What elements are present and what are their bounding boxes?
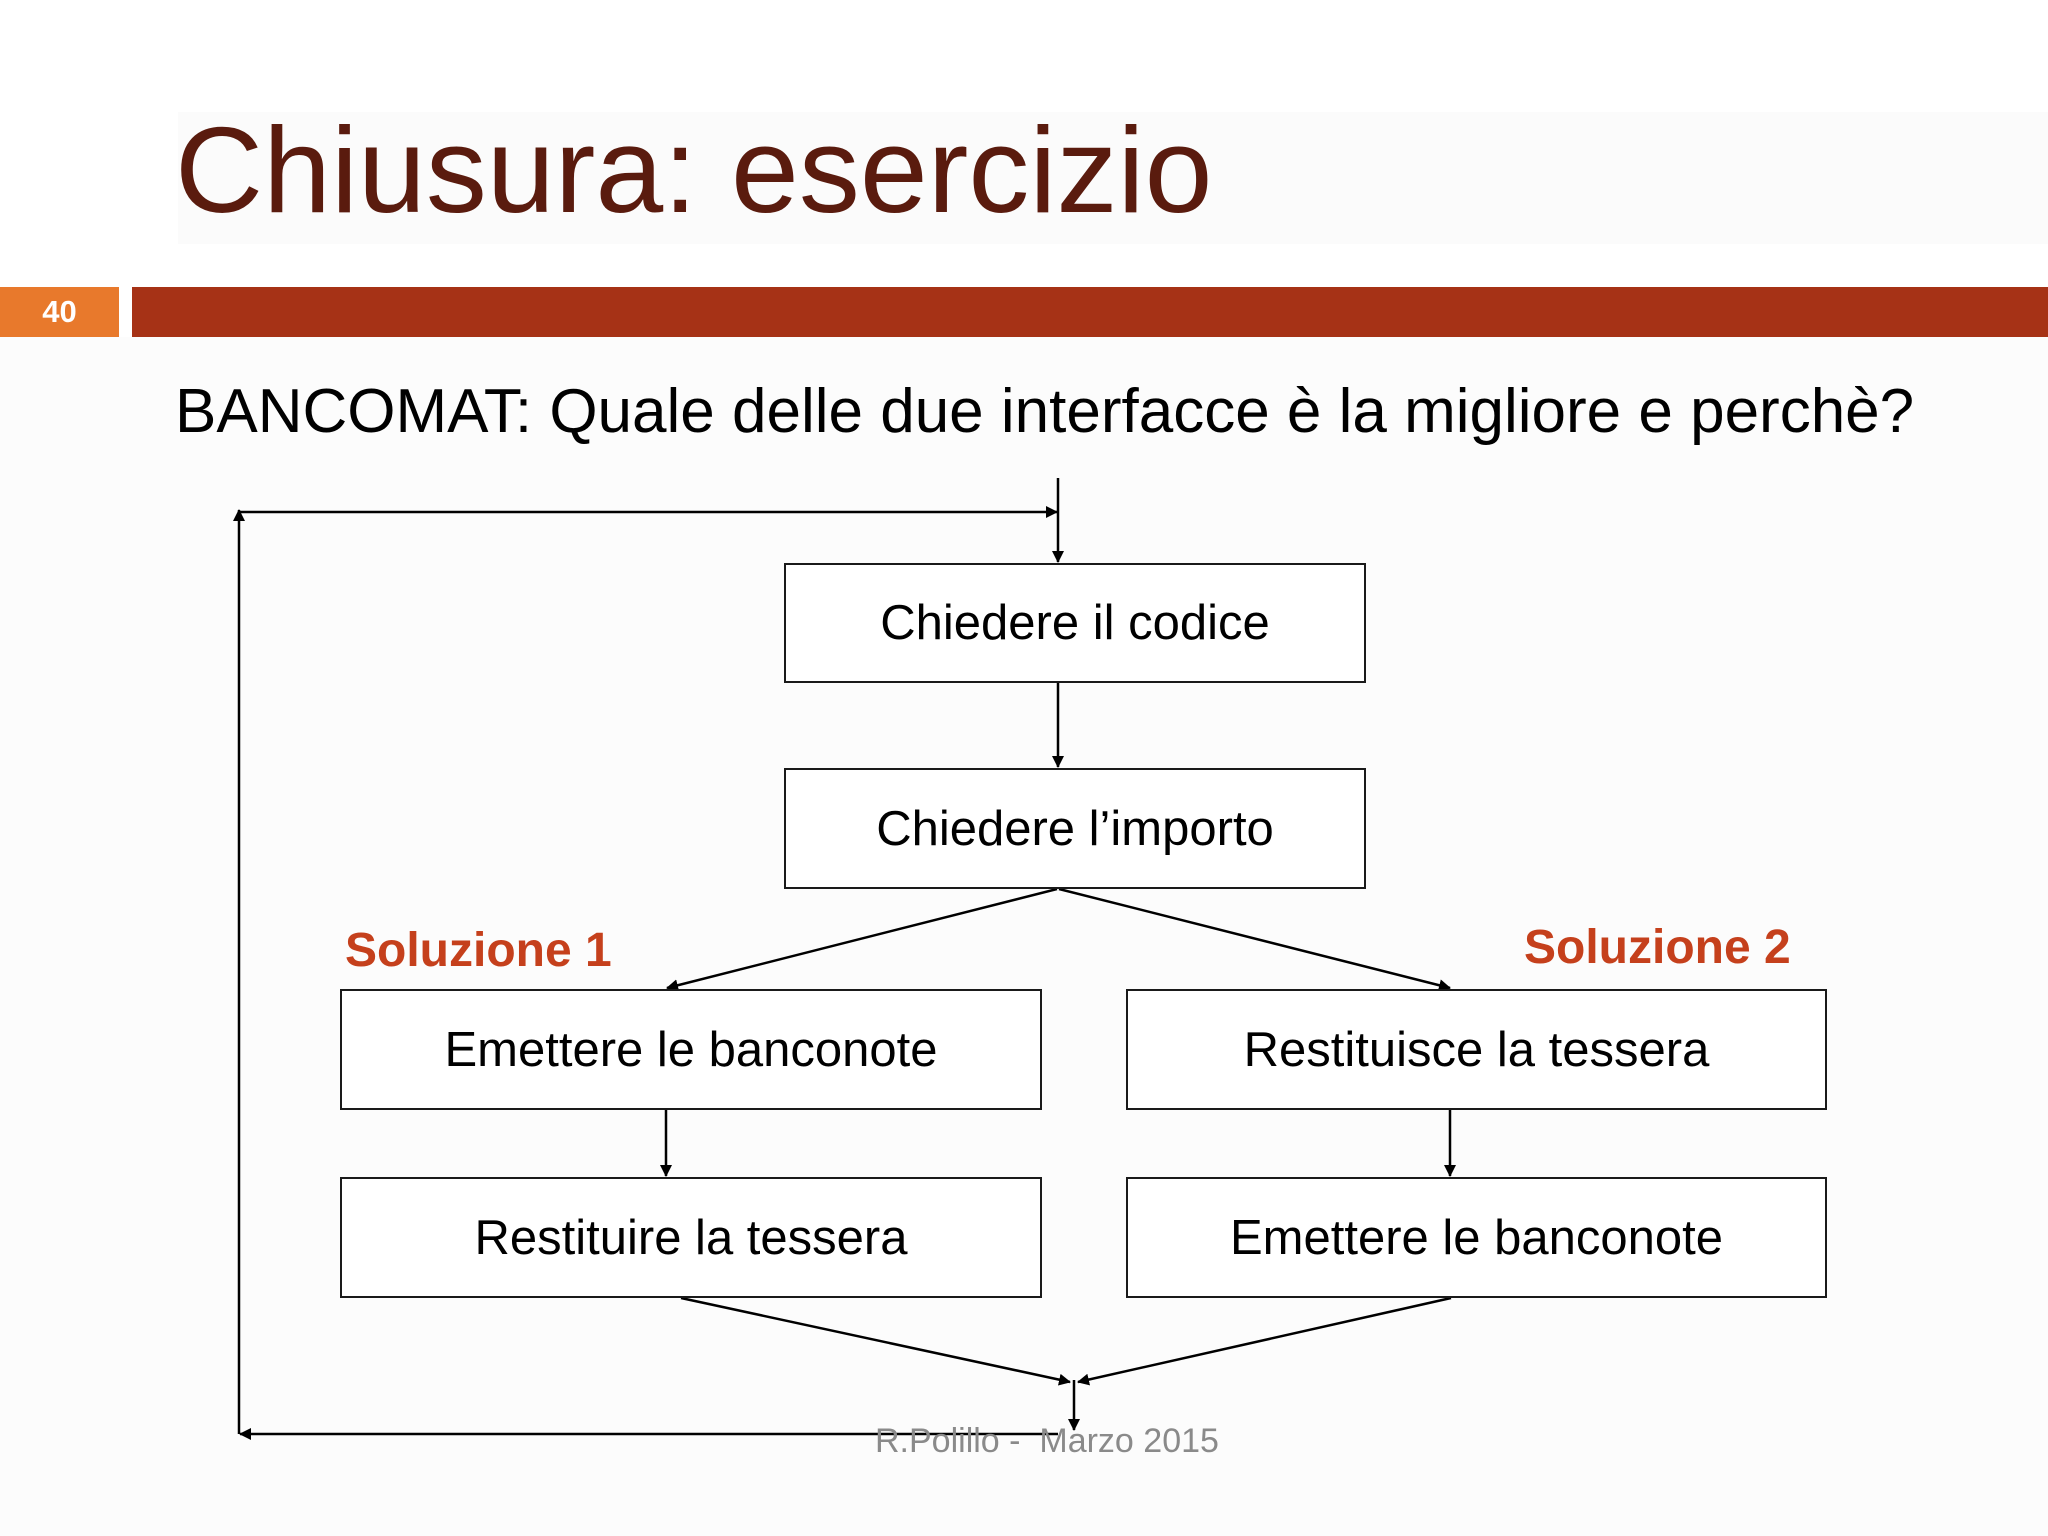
branch-right-arrow — [1059, 889, 1450, 988]
solution-1-step-emettere-banconote: Emettere le banconote — [340, 989, 1042, 1110]
step-chiedere-codice: Chiedere il codice — [784, 563, 1366, 683]
question-text: BANCOMAT: Quale delle due interfacce è la migliore e perchè? — [175, 377, 1915, 446]
slide-title: Chiusura: esercizio — [175, 102, 1213, 238]
merge-right-arrow — [1078, 1298, 1451, 1382]
slide-number: 40 — [0, 287, 119, 337]
step-chiedere-importo: Chiedere l’importo — [784, 768, 1366, 889]
branch-left-arrow — [667, 889, 1057, 988]
solution-1-step-restituire-tessera: Restituire la tessera — [340, 1177, 1042, 1298]
solution-2-step-emettere-banconote: Emettere le banconote — [1126, 1177, 1827, 1298]
merge-left-arrow — [681, 1298, 1070, 1382]
solution-2-step-restituisce-tessera: Restituisce la tessera — [1126, 989, 1827, 1110]
solution-2-label: Soluzione 2 — [1524, 921, 1791, 974]
footer-credit: R.Polillo - Marzo 2015 — [875, 1422, 1219, 1460]
solution-1-label: Soluzione 1 — [345, 924, 612, 977]
